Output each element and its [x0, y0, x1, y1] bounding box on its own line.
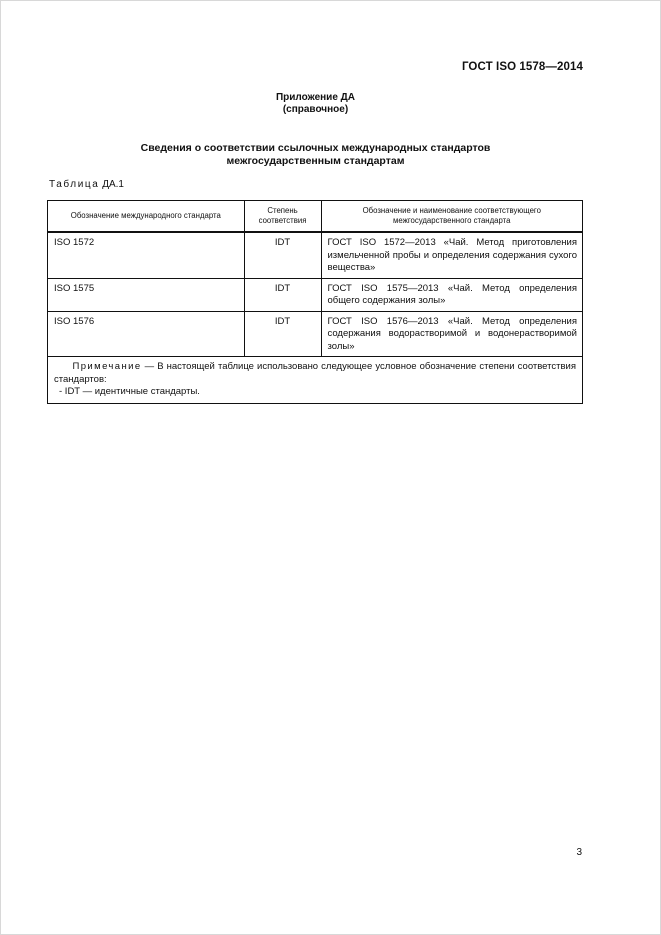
correspondence-table — [47, 200, 583, 404]
cell-degree: IDT — [244, 232, 321, 278]
section-heading-line1: Сведения о соответствии ссылочных международных стандартов — [140, 142, 491, 154]
cell-interstate-standard: ГОСТ ISO 1576—2013 «Чай. Метод определения содержания водорастворимой и водонерастворимой золы» — [321, 311, 583, 357]
header-intl-standard: Обозначение международного стандарта — [48, 201, 245, 233]
table-note — [48, 357, 583, 404]
table-row — [48, 278, 583, 311]
cell-intl-standard: ISO 1575 — [48, 278, 245, 311]
header-degree: Степень соответствия — [244, 201, 321, 233]
table-caption-number: ДА.1 — [102, 179, 124, 190]
table-note-row — [48, 357, 583, 404]
page-number: 3 — [576, 847, 582, 858]
appendix-subtitle: (справочное) — [282, 104, 349, 115]
table-caption-word: Таблица — [49, 179, 100, 190]
cell-interstate-standard: ГОСТ ISO 1575—2013 «Чай. Метод определения общего содержания золы» — [321, 278, 583, 311]
section-heading-line2: межгосударственным стандартам — [226, 155, 405, 167]
table-row — [48, 232, 583, 278]
header-interstate-standard: Обозначение и наименование соответствующего межгосударственного стандарта — [321, 201, 583, 233]
note-dash: — — [141, 361, 158, 372]
note-item: - IDT — идентичные стандарты. — [59, 386, 200, 397]
cell-intl-standard: ISO 1576 — [48, 311, 245, 357]
section-heading — [0, 142, 631, 168]
table-header-row — [48, 201, 583, 233]
document-code: ГОСТ ISO 1578—2014 — [461, 61, 583, 73]
appendix-header — [0, 92, 631, 116]
cell-intl-standard: ISO 1572 — [48, 232, 245, 278]
note-body: В настоящей таблице использовано следующее условное обозначение степени соответствия стандартов: — [54, 361, 576, 385]
table-caption — [49, 179, 124, 190]
cell-interstate-standard: ГОСТ ISO 1572—2013 «Чай. Метод приготовления измельченной пробы и определения содержания сухого вещества» — [321, 232, 583, 278]
note-label: Примечание — [72, 361, 142, 372]
appendix-title: Приложение ДА — [275, 92, 356, 103]
cell-degree: IDT — [244, 311, 321, 357]
table-row — [48, 311, 583, 357]
note-text — [54, 361, 576, 386]
cell-degree: IDT — [244, 278, 321, 311]
